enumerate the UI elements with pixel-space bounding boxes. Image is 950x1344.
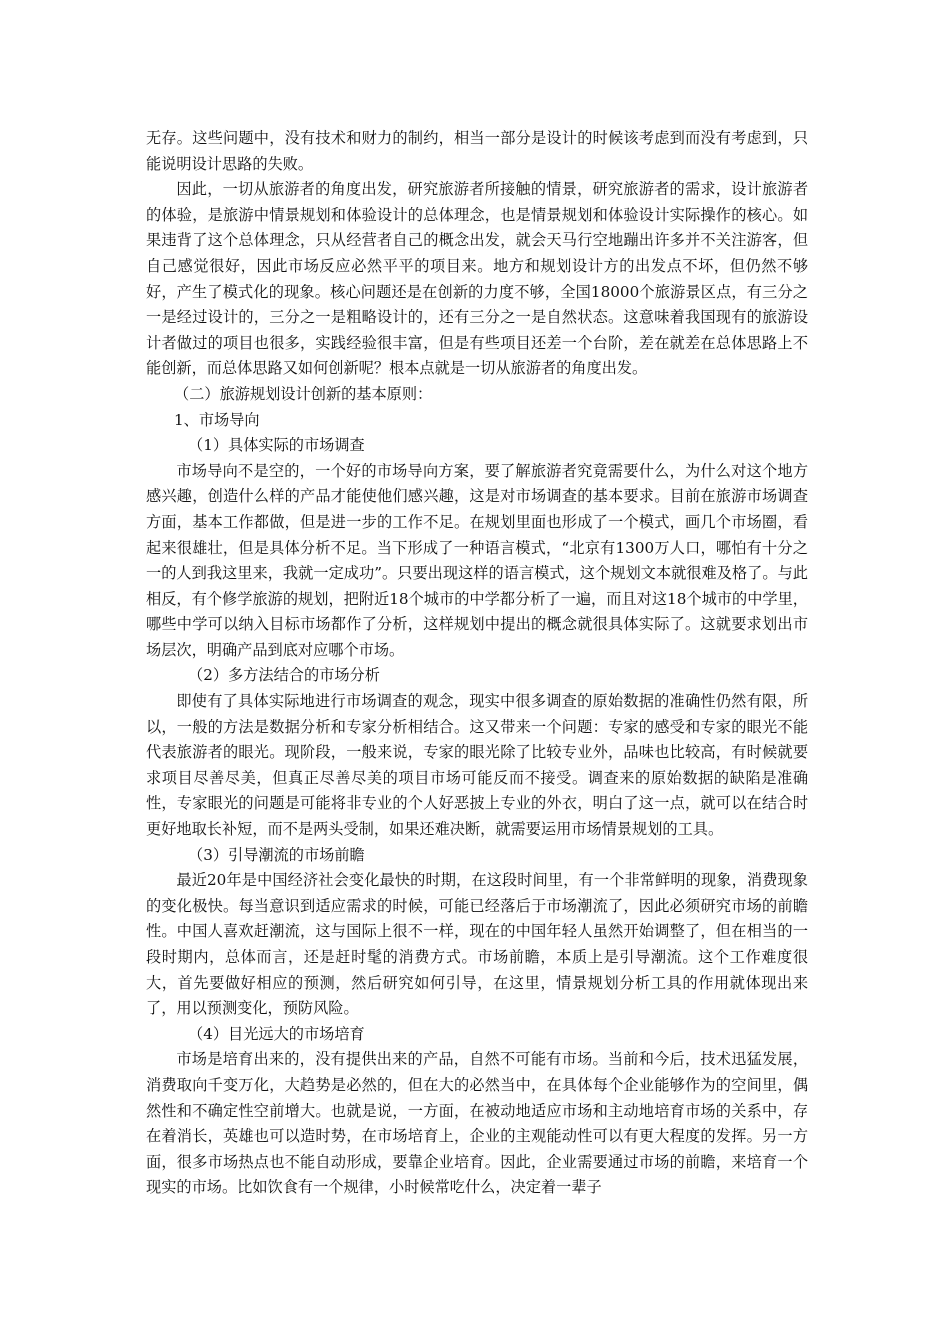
paragraph-market-foresight: 最近20年是中国经济社会变化最快的时期，在这段时间里，有一个非常鲜明的现象，消费现象的变化极快。每当意识到适应需求的时候，可能已经落后于市场潮流了，因此必须研究市场的前瞻性。中国人喜欢赶潮流，这与国际上很不一样，现在的中国年轻人虽然开始调整了，但在相当的一段时期内，总体而言，还是赶时髦的消费方式。市场前瞻，本质上是引导潮流。这个工作难度很大，首先要做好相应的预测，然后研究如何引导，在这里，情景规划分析工具的作用就体现出来了，用以预测变化，预防风险。 bbox=[146, 871, 808, 1018]
item-heading-market-orientation: 1、市场导向 bbox=[174, 410, 260, 429]
document-page bbox=[146, 126, 808, 1201]
subheading-market-analysis: （2）多方法结合的市场分析 bbox=[188, 666, 380, 685]
subheading-market-cultivation: （4）目光远大的市场培育 bbox=[188, 1024, 365, 1043]
paragraph-market-cultivation: 市场是培育出来的，没有提供出来的产品，自然不可能有市场。当前和今后，技术迅猛发展，消费取向千变万化，大趋势是必然的，但在大的必然当中，在具体每个企业能够作为的空间里，偶然性和不确定性空前增大。也就是说，一方面，在被动地适应市场和主动地培育市场的关系中，存在着消长，英雄也可以造时势，在市场培育上，企业的主观能动性可以有更大程度的发挥。另一方面，很多市场热点也不能自动形成，要靠企业培育。因此，企业需要通过市场的前瞻，来培育一个现实的市场。比如饮食有一个规律，小时候常吃什么，决定着一辈子 bbox=[146, 1050, 808, 1197]
paragraph-market-survey: 市场导向不是空的，一个好的市场导向方案，要了解旅游者究竟需要什么，为什么对这个地方感兴趣，创造什么样的产品才能使他们感兴趣，这是对市场调查的基本要求。目前在旅游市场调查方面，基本工作都做，但是进一步的工作不足。在规划里面也形成了一个模式，画几个市场圈，看起来很雄壮，但是具体分析不足。当下形成了一种语言模式，“北京有1300万人口，哪怕有十分之一的人到我这里来，我就一定成功”。只要出现这样的语言模式，这个规划文本就很难及格了。与此相反，有个修学旅游的规划，把附近18个城市的中学都分析了一遍，而且对这18个城市的中学里，哪些中学可以纳入目标市场都作了分析，这样规划中提出的概念就很具体实际了。这就要求划出市场层次，明确产品到底对应哪个市场。 bbox=[146, 461, 808, 659]
paragraph-continued: 无存。这些问题中，没有技术和财力的制约，相当一部分是设计的时候该考虑到而没有考虑到，只能说明设计思路的失败。 bbox=[146, 129, 808, 173]
subheading-market-foresight: （3）引导潮流的市场前瞻 bbox=[188, 845, 365, 864]
paragraph-core-concept: 因此，一切从旅游者的角度出发，研究旅游者所接触的情景，研究旅游者的需求，设计旅游者的体验，是旅游中情景规划和体验设计的总体理念，也是情景规划和体验设计实际操作的核心。如果违背了这个总体理念，只从经营者自己的概念出发，就会天马行空地蹦出许多并不关注游客，但自己感觉很好，因此市场反应必然平平的项目来。地方和规划设计方的出发点不坏，但仍然不够好，产生了模式化的现象。核心问题还是在创新的力度不够，全国18000个旅游景区点，有三分之一是经过设计的，三分之一是粗略设计的，还有三分之一是自然状态。这意味着我国现有的旅游设计者做过的项目也很多，实践经验很丰富，但是有些项目还差一个台阶，差在就差在总体思路上不能创新，而总体思路又如何创新呢？根本点就是一切从旅游者的角度出发。 bbox=[146, 180, 808, 378]
subheading-market-survey: （1）具体实际的市场调查 bbox=[188, 436, 365, 455]
paragraph-market-analysis: 即使有了具体实际地进行市场调查的观念，现实中很多调查的原始数据的准确性仍然有限，所以，一般的方法是数据分析和专家分析相结合。这又带来一个问题：专家的感受和专家的眼光不能代表旅游者的眼光。现阶段，一般来说，专家的眼光除了比较专业外，品味也比较高，有时候就要求项目尽善尽美，但真正尽善尽美的项目市场可能反而不接受。调查来的原始数据的缺陷是准确性，专家眼光的问题是可能将非专业的个人好恶披上专业的外衣，明白了这一点，就可以在结合时更好地取长补短，而不是两头受制，如果还难决断，就需要运用市场情景规划的工具。 bbox=[146, 692, 808, 839]
section-heading-principles: （二）旅游规划设计创新的基本原则： bbox=[174, 384, 433, 403]
